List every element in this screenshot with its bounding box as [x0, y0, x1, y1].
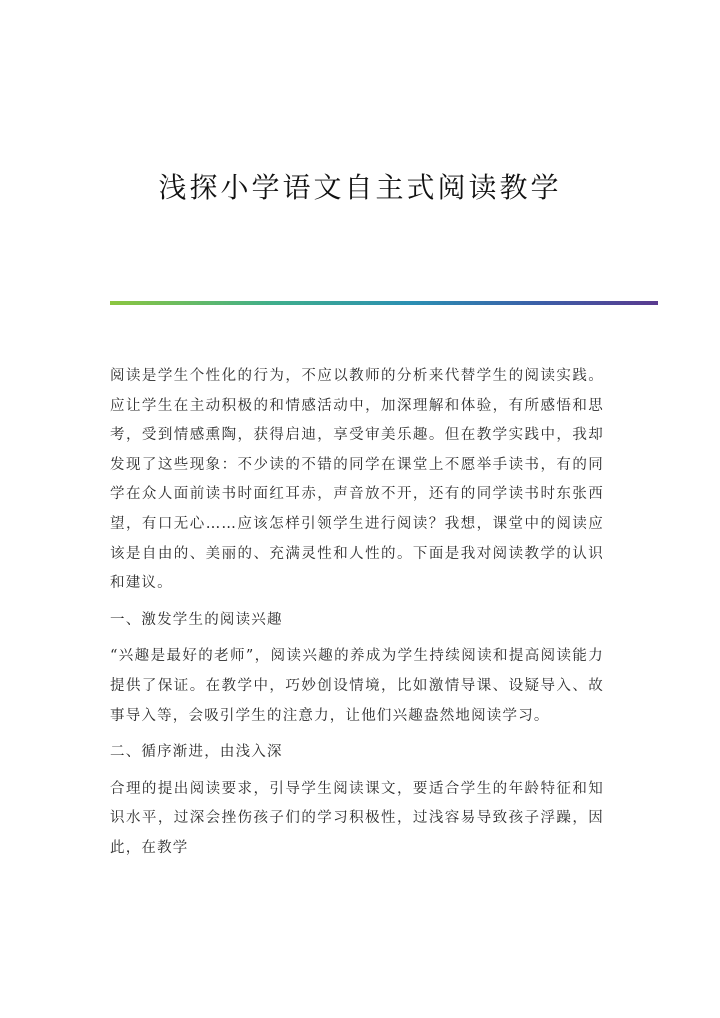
title-divider — [110, 301, 658, 305]
paragraph-section-2: 合理的提出阅读要求，引导学生阅读课文，要适合学生的年龄特征和知识水平，过深会挫伤孩子们的学习积极性，过浅容易导致孩子浮躁，因此，在教学 — [110, 780, 604, 856]
document-body — [110, 362, 604, 871]
paragraph-section-1: “兴趣是最好的老师”，阅读兴趣的养成为学生持续阅读和提高阅读能力提供了保证。在教学中，巧妙创设情境，比如激情导课、设疑导入、故事导入等，会吸引学生的注意力，让他们兴趣盎然地阅读学习。 — [110, 648, 604, 724]
section-heading-1: 一、激发学生的阅读兴趣 — [110, 611, 283, 628]
paragraph-intro: 阅读是学生个性化的行为，不应以教师的分析来代替学生的阅读实践。应让学生在主动积极的和情感活动中，加深理解和体验，有所感悟和思考，受到情感熏陶，获得启迪，享受审美乐趣。但在教学实践中，我却发现了这些现象：不少读的不错的同学在课堂上不愿举手读书，有的同学在众人面前读书时面红耳赤，声音放不开，还有的同学读书时东张西望，有口无心……应该怎样引领学生进行阅读？我想，课堂中的阅读应该是自由的、美丽的、充满灵性和人性的。下面是我对阅读教学的认识和建议。 — [110, 368, 604, 592]
document-title: 浅探小学语文自主式阅读教学 — [158, 171, 562, 204]
section-heading-2: 二、循序渐进，由浅入深 — [110, 744, 283, 761]
